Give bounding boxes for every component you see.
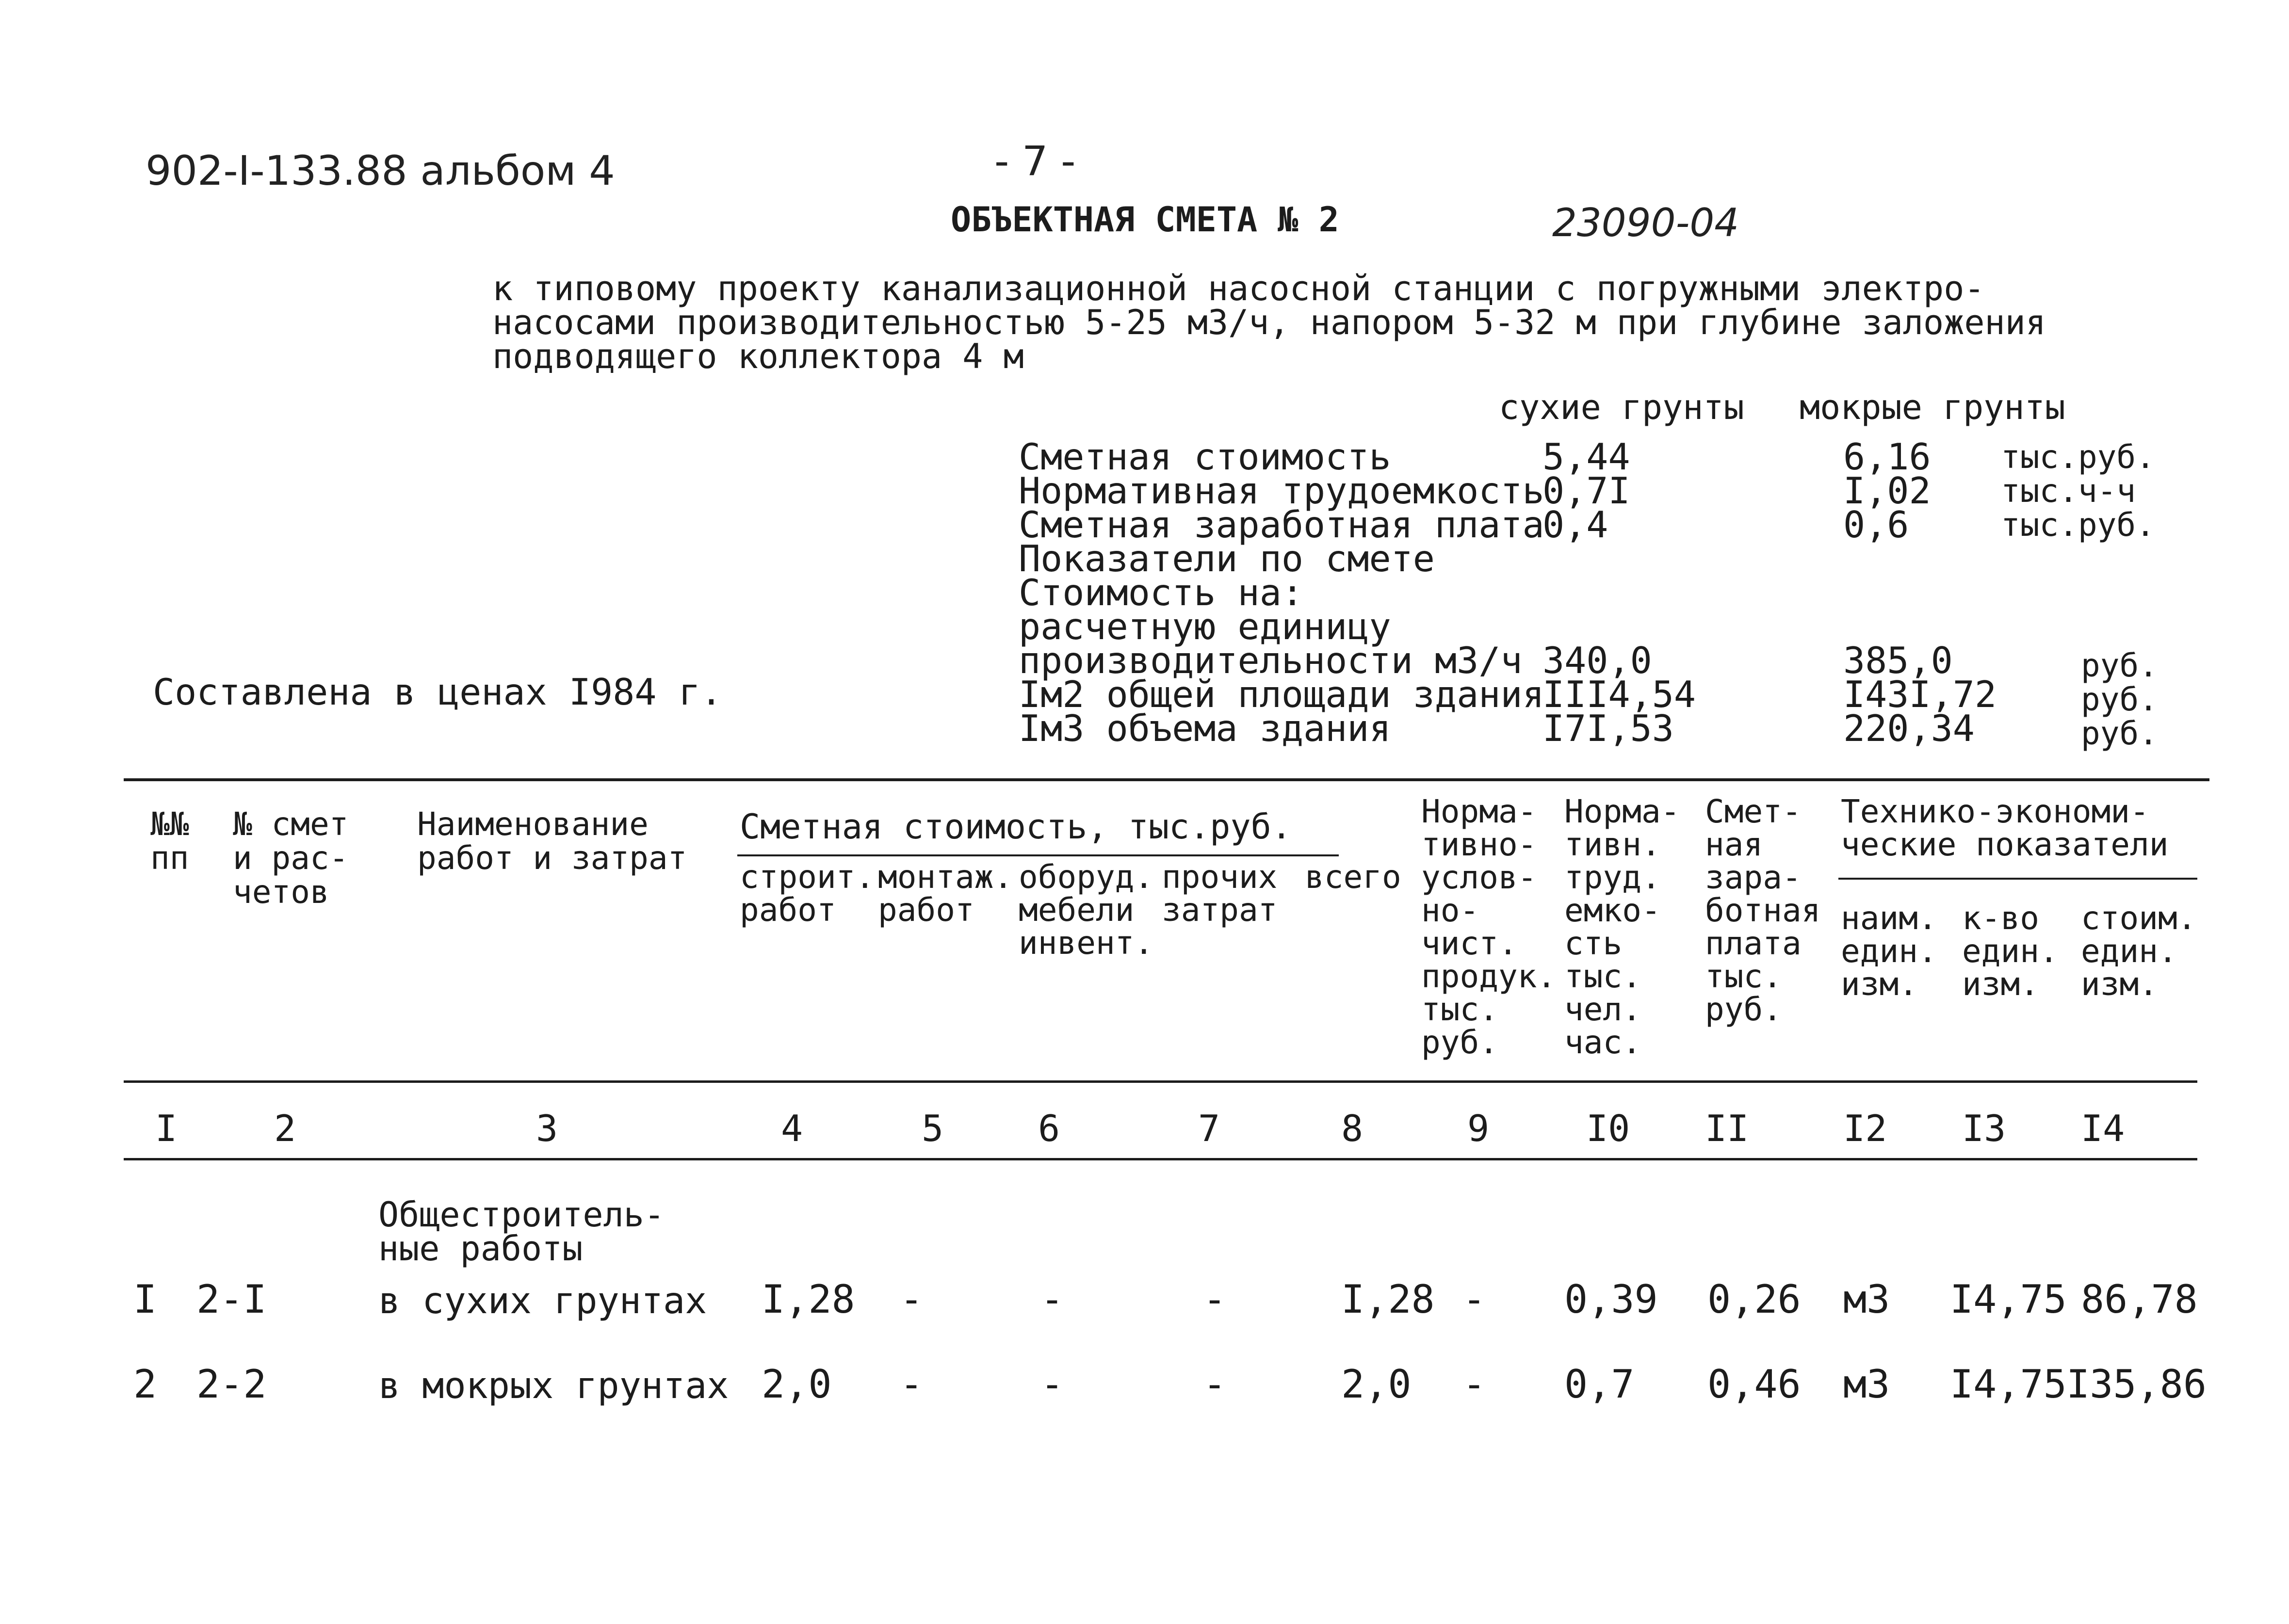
row-unit-name: м3 bbox=[1843, 1362, 1890, 1407]
column-number: I bbox=[155, 1107, 178, 1150]
row-unit-quantity: I4,75 bbox=[1950, 1362, 2067, 1407]
document-title: ОБЪЕКТНАЯ СМЕТА № 2 bbox=[951, 200, 1339, 240]
doc-code: 902-I-133.88 альбом 4 bbox=[146, 147, 615, 194]
row-unit-quantity: I4,75 bbox=[1950, 1277, 2067, 1322]
row-name: в мокрых грунтах bbox=[378, 1364, 729, 1407]
unit-row-unit: руб. bbox=[2081, 715, 2158, 752]
row-labor: 0,39 bbox=[1564, 1277, 1658, 1322]
header-work-name: Наименование работ и затрат bbox=[417, 805, 687, 877]
tech-group-rule bbox=[1838, 878, 2197, 880]
column-number: I0 bbox=[1586, 1107, 1630, 1150]
row-number: I bbox=[133, 1277, 157, 1322]
unit-row-dry: I7I,53 bbox=[1542, 707, 1674, 750]
row-unit-cost: I35,86 bbox=[2066, 1362, 2207, 1407]
header-tech-group: Технико-экономи- ческие показатели bbox=[1841, 793, 2169, 863]
column-number: 2 bbox=[274, 1107, 296, 1150]
row-construction: 2,0 bbox=[762, 1362, 832, 1407]
row-labor: 0,7 bbox=[1564, 1362, 1635, 1407]
row-net-production: - bbox=[1462, 1277, 1486, 1322]
row-other: - bbox=[1203, 1362, 1227, 1407]
numbers-bottom-rule bbox=[124, 1158, 2197, 1160]
row-net-production: - bbox=[1462, 1362, 1486, 1407]
row-construction: I,28 bbox=[762, 1277, 855, 1322]
header-wages: Смет- ная зара- ботная плата тыс. руб. bbox=[1705, 793, 1821, 1028]
header-total: всего bbox=[1305, 858, 1401, 896]
column-number: 6 bbox=[1038, 1107, 1060, 1150]
unit-line-1: расчетную единицу bbox=[1019, 605, 1391, 648]
header-cost-group: Сметная стоимость, тыс.руб. bbox=[740, 807, 1292, 847]
unit-row-label: производительности м3/ч bbox=[1019, 639, 1523, 682]
description-line-1: к типовому проекту канализационной насосной станции с погружными электро- bbox=[492, 269, 1985, 308]
unit-row-wet: 220,34 bbox=[1843, 707, 1975, 750]
header-other-costs: прочих затрат bbox=[1162, 858, 1278, 929]
description-line-2: насосами производительностью 5-25 м3/ч, напором 5-32 м при глубине заложения bbox=[492, 303, 2046, 342]
summary-label: Нормативная трудоемкость bbox=[1019, 469, 1544, 512]
row-number: 2 bbox=[133, 1362, 157, 1407]
header-unit-name: наим. един. изм. bbox=[1841, 900, 1937, 1003]
unit-row-unit: руб. bbox=[2081, 647, 2158, 684]
table-top-rule bbox=[124, 778, 2209, 781]
header-row-number: №№ пп bbox=[150, 805, 189, 877]
column-number: II bbox=[1705, 1107, 1749, 1150]
row-other: - bbox=[1203, 1277, 1227, 1322]
column-number: I3 bbox=[1962, 1107, 2006, 1150]
row-unit-cost: 86,78 bbox=[2081, 1277, 2198, 1322]
header-installation-works: монтаж. работ bbox=[878, 858, 1013, 929]
column-number: 4 bbox=[781, 1107, 803, 1150]
row-calc: 2-I bbox=[196, 1277, 267, 1322]
summary-col-wet: мокрые грунты bbox=[1800, 387, 2065, 427]
column-number: I4 bbox=[2081, 1107, 2125, 1150]
row-calc: 2-2 bbox=[196, 1362, 267, 1407]
registration-number: 23090-04 bbox=[1552, 200, 1739, 245]
header-unit-quantity: к-во един. изм. bbox=[1962, 900, 2059, 1003]
header-construction-works: строит. работ bbox=[740, 858, 875, 929]
summary-wet-value: 6,16 bbox=[1843, 435, 1931, 478]
row-total: 2,0 bbox=[1341, 1362, 1412, 1407]
summary-label: Сметная заработная плата bbox=[1019, 503, 1544, 546]
summary-wet-value: I,02 bbox=[1843, 469, 1931, 512]
summary-wet-value: 0,6 bbox=[1843, 503, 1909, 546]
header-unit-cost: стоим. един. изм. bbox=[2081, 900, 2197, 1003]
cost-on-label: Стоимость на: bbox=[1019, 571, 1303, 614]
row-equipment: - bbox=[1040, 1277, 1064, 1322]
column-number: I2 bbox=[1843, 1107, 1887, 1150]
summary-col-dry: сухие грунты bbox=[1499, 387, 1744, 427]
prices-note: Составлена в ценах I984 г. bbox=[153, 671, 722, 713]
unit-row-dry: III4,54 bbox=[1542, 673, 1696, 716]
header-equipment: оборуд. мебели инвент. bbox=[1019, 858, 1154, 962]
header-bottom-rule bbox=[124, 1080, 2197, 1083]
unit-row-label: Iм2 общей площади здания bbox=[1019, 673, 1544, 716]
row-installation: - bbox=[900, 1362, 924, 1407]
unit-row-wet: I43I,72 bbox=[1843, 673, 1997, 716]
column-number: 9 bbox=[1467, 1107, 1490, 1150]
summary-unit: тыс.руб. bbox=[2001, 438, 2155, 476]
column-number: 8 bbox=[1341, 1107, 1364, 1150]
row-unit-name: м3 bbox=[1843, 1277, 1890, 1322]
summary-dry-value: 5,44 bbox=[1542, 435, 1630, 478]
column-number: 7 bbox=[1198, 1107, 1220, 1150]
cost-group-rule bbox=[737, 854, 1339, 856]
header-labor-intensity: Норма- тивн. труд. емко- сть тыс. чел. час. bbox=[1564, 793, 1680, 1061]
row-wages: 0,46 bbox=[1707, 1362, 1801, 1407]
summary-label: Сметная стоимость bbox=[1019, 435, 1391, 478]
section-title: Общестроитель- ные работы bbox=[378, 1195, 665, 1269]
row-equipment: - bbox=[1040, 1362, 1064, 1407]
unit-row-unit: руб. bbox=[2081, 681, 2158, 718]
page-number: - 7 - bbox=[994, 137, 1076, 185]
summary-unit: тыс.ч-ч bbox=[2001, 472, 2136, 510]
summary-dry-value: 0,7I bbox=[1542, 469, 1630, 512]
row-total: I,28 bbox=[1341, 1277, 1435, 1322]
row-name: в сухих грунтах bbox=[378, 1279, 707, 1322]
row-wages: 0,26 bbox=[1707, 1277, 1801, 1322]
column-number: 5 bbox=[922, 1107, 944, 1150]
column-number: 3 bbox=[536, 1107, 558, 1150]
header-net-production: Норма- тивно- услов- но- чист. продук. тыс. руб. bbox=[1421, 793, 1557, 1061]
indicators-title: Показатели по смете bbox=[1019, 537, 1435, 580]
row-installation: - bbox=[900, 1277, 924, 1322]
header-calc-number: № смет и рас- четов bbox=[233, 805, 349, 911]
unit-row-dry: 340,0 bbox=[1542, 639, 1652, 682]
unit-row-wet: 385,0 bbox=[1843, 639, 1953, 682]
summary-dry-value: 0,4 bbox=[1542, 503, 1608, 546]
description-line-3: подводящего коллектора 4 м bbox=[492, 337, 1024, 376]
summary-unit: тыс.руб. bbox=[2001, 506, 2155, 544]
unit-row-label: Iм3 объема здания bbox=[1019, 707, 1391, 750]
